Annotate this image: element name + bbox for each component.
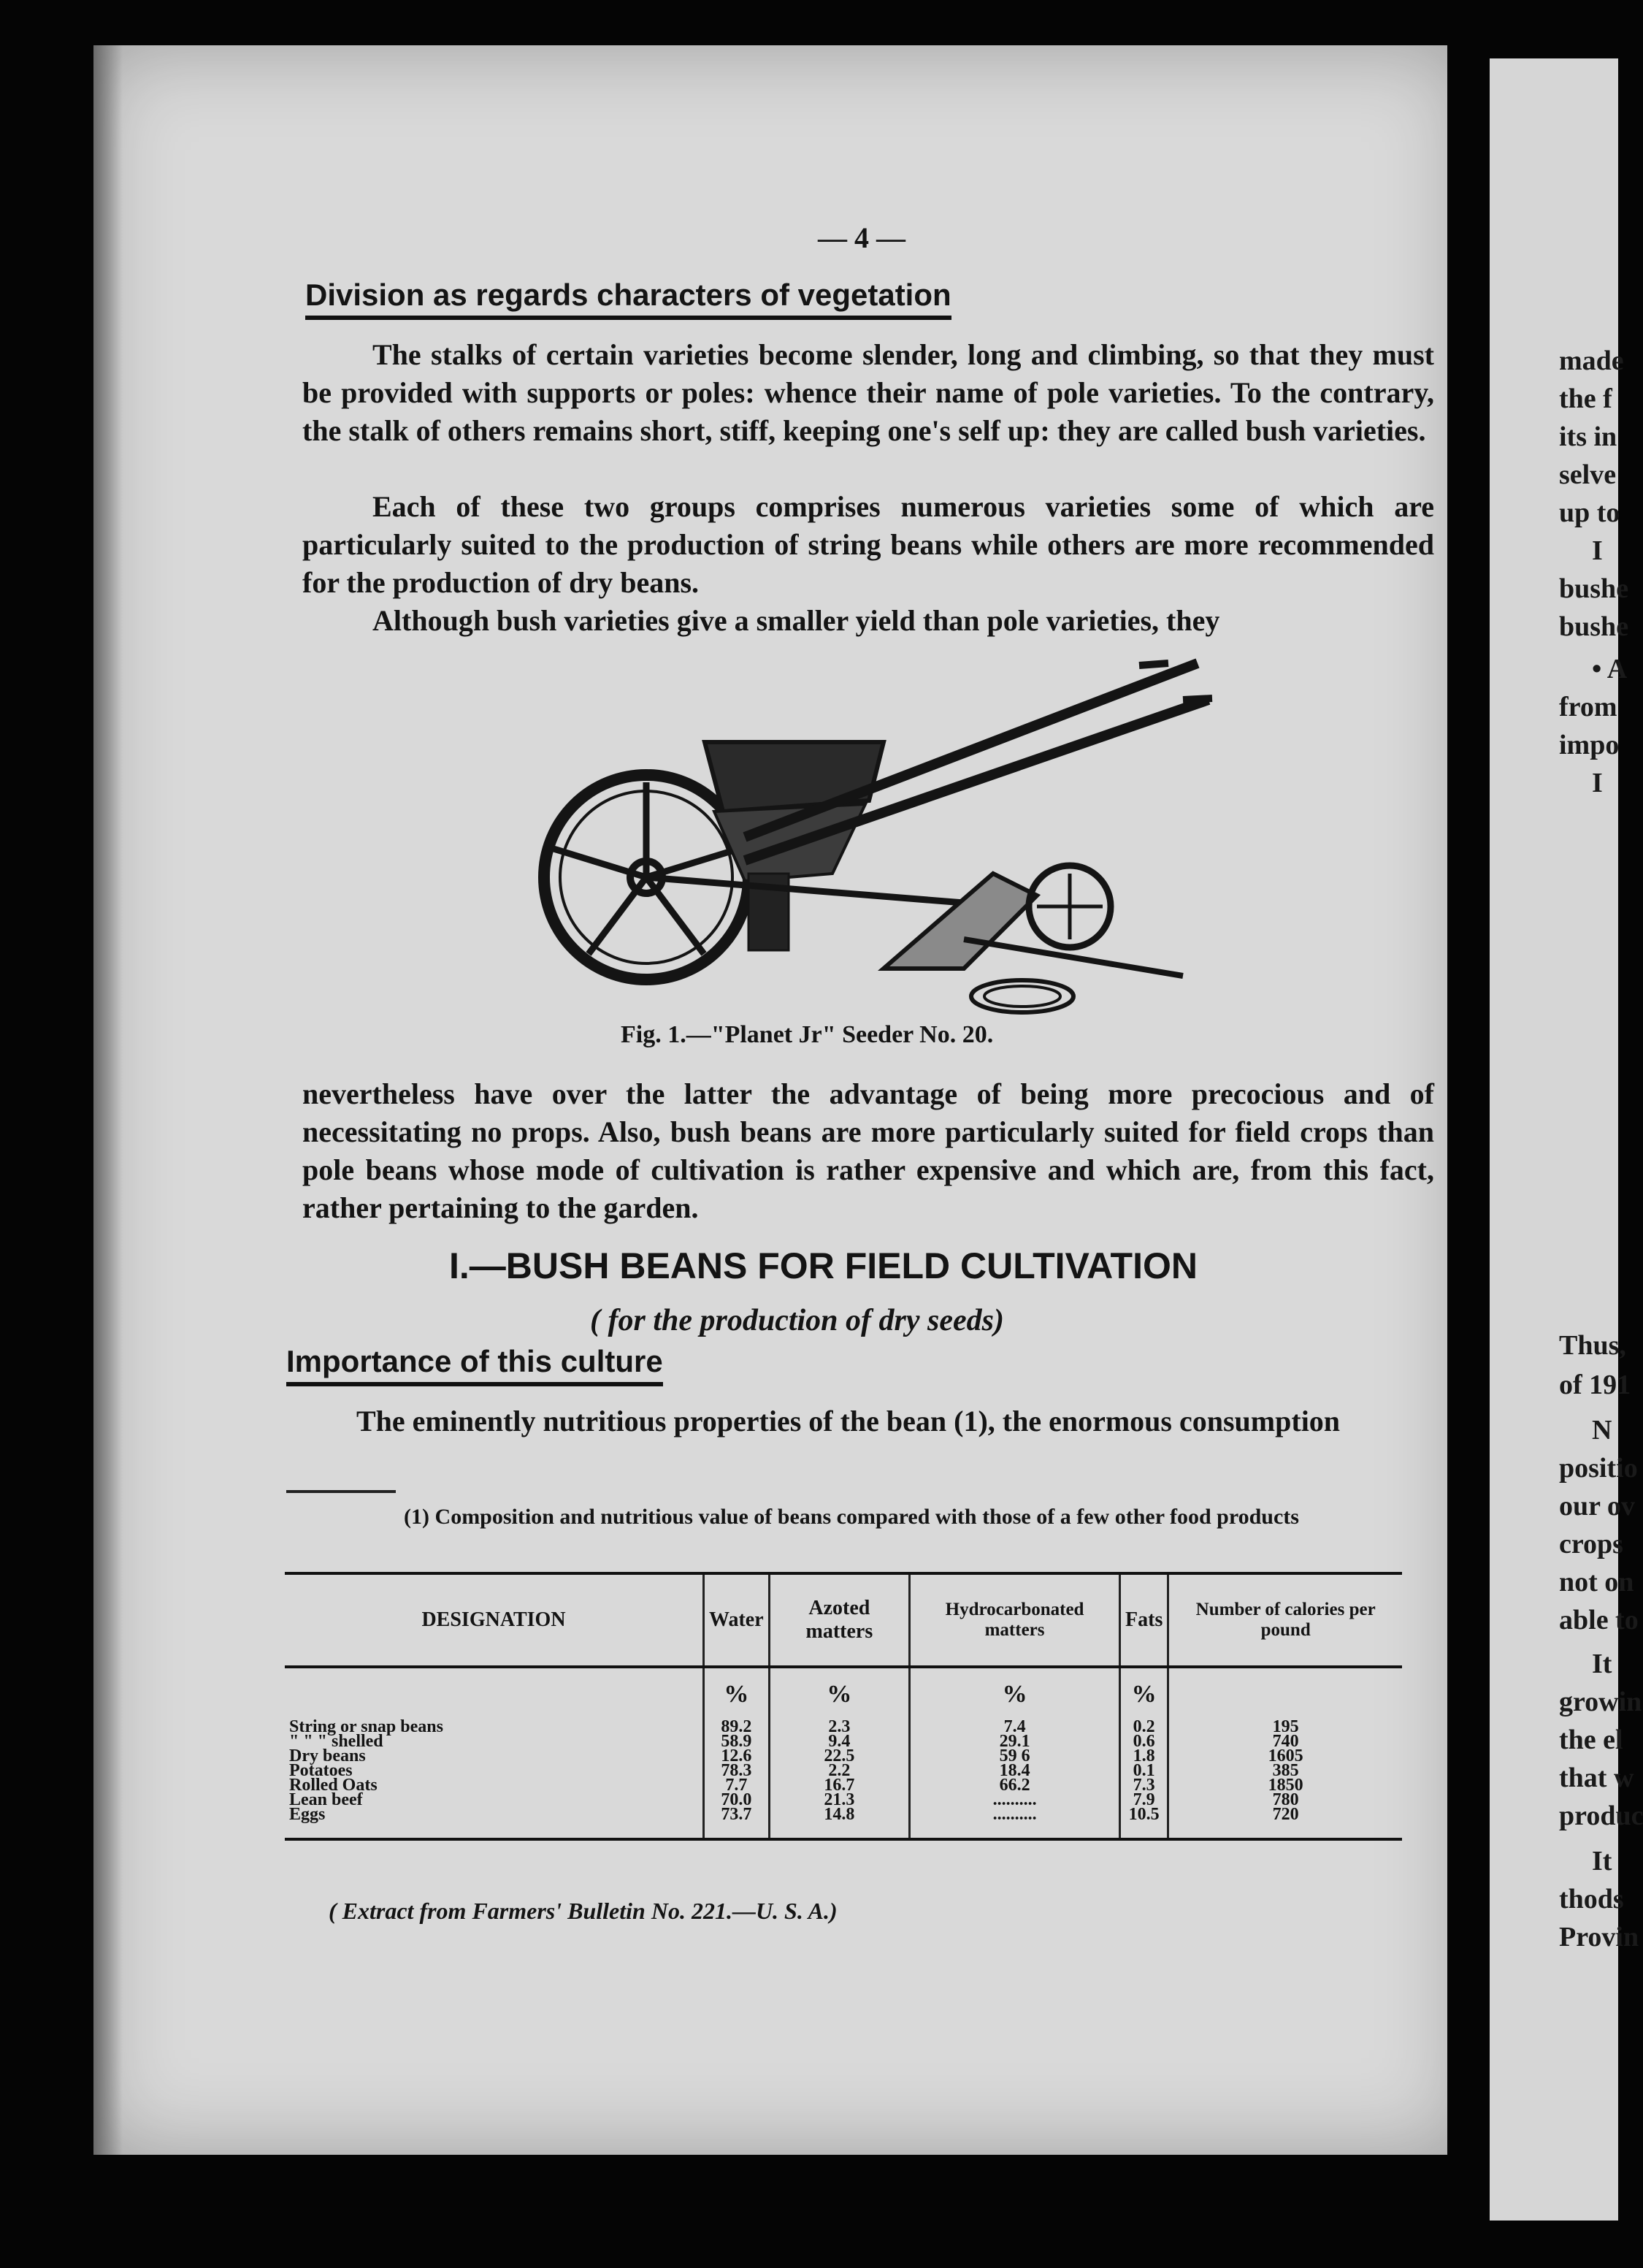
table-cell: 2.2 — [769, 1763, 909, 1778]
table-cell: 78.3 — [704, 1763, 770, 1778]
table-cell: 0.1 — [1120, 1763, 1168, 1778]
table-cell: 7.4 — [910, 1719, 1120, 1734]
paragraph-2: Each of these two groups comprises numerous varieties some of which are particularly suited to the production of string beans while others are more recommended for the production of dry beans. — [302, 490, 1434, 599]
table-cell: 7.7 — [704, 1778, 770, 1792]
unit-row — [285, 1667, 1402, 1719]
facing-line: able to — [1559, 1605, 1639, 1635]
table-bottom-rule — [285, 1839, 1402, 1841]
section-title: I.—BUSH BEANS FOR FIELD CULTIVATION — [449, 1245, 1198, 1286]
header-hydrocarbonated: Hydrocarbonated matters — [910, 1573, 1120, 1667]
table-cell: 1850 — [1168, 1778, 1402, 1792]
page-edge-shadow — [93, 45, 123, 2155]
table-cell: 73.7 — [704, 1807, 770, 1839]
table-cell: 21.3 — [769, 1792, 909, 1807]
paragraph-5: The eminently nutritious properties of the bean (1), the enormous consumption — [356, 1405, 1341, 1437]
header-calories: Number of calories per pound — [1168, 1573, 1402, 1667]
table-cell: 9.4 — [769, 1734, 909, 1749]
bottom-rule-cell — [285, 1839, 1402, 1841]
composition-table — [285, 1572, 1402, 1841]
row-label: " " " shelled — [289, 1732, 383, 1751]
facing-line: positio — [1559, 1453, 1638, 1484]
table-header-row — [285, 1573, 1402, 1667]
table-cell: 22.5 — [769, 1749, 909, 1763]
paragraph-3: Although bush varieties give a smaller yield than pole varieties, they — [372, 604, 1220, 637]
facing-line: the f — [1559, 383, 1612, 414]
row-label: Rolled Oats — [289, 1776, 378, 1795]
facing-line: bushe — [1559, 573, 1629, 604]
header-azoted: Azoted matters — [769, 1573, 909, 1667]
table-cell: 2.3 — [769, 1719, 909, 1734]
table-cell: 12.6 — [704, 1749, 770, 1763]
facing-line: I — [1592, 535, 1603, 566]
unit-cell: % — [704, 1667, 770, 1719]
unit-cell: % — [1120, 1667, 1168, 1719]
header-fats: Fats — [1120, 1573, 1168, 1667]
table-cell: 29.1 — [910, 1734, 1120, 1749]
table-cell: 0.6 — [1120, 1734, 1168, 1749]
page-number: — 4 — — [818, 221, 905, 254]
table-source: ( Extract from Farmers' Bulletin No. 221.—U. S. A.) — [329, 1898, 838, 1924]
heading-vegetation: Division as regards characters of vegetation — [305, 278, 951, 320]
table-cell: 66.2 — [910, 1778, 1120, 1792]
facing-line: of 191 — [1559, 1370, 1631, 1400]
table-cell: 58.9 — [704, 1734, 770, 1749]
table-cell: 7.9 — [1120, 1792, 1168, 1807]
facing-line: not on — [1559, 1567, 1634, 1597]
unit-cell — [1168, 1667, 1402, 1719]
facing-line: produc — [1559, 1801, 1643, 1831]
footnote-divider — [286, 1490, 396, 1493]
header-designation: DESIGNATION — [285, 1573, 704, 1667]
table-cell: .......... — [910, 1792, 1120, 1807]
table-cell: 740 — [1168, 1734, 1402, 1749]
facing-page — [1490, 58, 1643, 2221]
table-cell: 195 — [1168, 1719, 1402, 1734]
facing-line: Provin — [1559, 1922, 1639, 1952]
table-cell: 10.5 — [1120, 1807, 1168, 1839]
row-label: Eggs — [289, 1805, 326, 1824]
paragraph-4: nevertheless have over the latter the advantage of being more precocious and of necessitating no props. Also, bush beans are more particularly suited for field crops than pole beans whose mode of cultivation is rather expensive and which are, from this fact, rather pertaining to the garden. — [302, 1077, 1434, 1224]
facing-line: thods — [1559, 1884, 1624, 1914]
table-cell: 780 — [1168, 1792, 1402, 1807]
table-cell: .......... — [910, 1807, 1120, 1839]
facing-line: our ov — [1559, 1491, 1635, 1521]
facing-line: that w — [1559, 1763, 1634, 1793]
table-cell: 385 — [1168, 1763, 1402, 1778]
book-gutter — [1447, 44, 1491, 2235]
facing-line: N — [1592, 1415, 1612, 1446]
table-row — [285, 1807, 1402, 1839]
facing-line: made — [1559, 345, 1624, 376]
facing-line: the el — [1559, 1725, 1623, 1755]
table-cell: 59 6 — [910, 1749, 1120, 1763]
table-cell: 1.8 — [1120, 1749, 1168, 1763]
facing-line: It — [1592, 1846, 1612, 1876]
table-cell: 16.7 — [769, 1778, 909, 1792]
unit-cell — [285, 1667, 704, 1719]
facing-line: • A — [1592, 654, 1628, 684]
row-label: Potatoes — [289, 1761, 353, 1780]
table-cell: 7.3 — [1120, 1778, 1168, 1792]
facing-line: from — [1559, 692, 1617, 722]
table-cell: 14.8 — [769, 1807, 909, 1839]
table-cell: 70.0 — [704, 1792, 770, 1807]
table-cell: 0.2 — [1120, 1719, 1168, 1734]
table-cell: 18.4 — [910, 1763, 1120, 1778]
footnote-title: (1) Composition and nutritious value of beans compared with those of a few other food products — [404, 1505, 1299, 1529]
facing-line: up to — [1559, 497, 1620, 528]
seeder-illustration — [526, 654, 1198, 1020]
paragraph-1: The stalks of certain varieties become slender, long and climbing, so that they must be provided with supports or poles: whence their name of pole varieties. To the contrary, the stalk of others remains short, stiff, keeping one's self up: they are called bush varieties. — [302, 338, 1434, 447]
facing-line: Thus, — [1559, 1330, 1626, 1361]
heading-importance: Importance of this culture — [286, 1344, 663, 1386]
row-label: String or snap beans — [289, 1717, 443, 1736]
facing-line: selve — [1559, 459, 1617, 490]
row-label: Dry beans — [289, 1746, 366, 1765]
table-cell: 1605 — [1168, 1749, 1402, 1763]
facing-line: growin — [1559, 1687, 1642, 1717]
facing-line: bushe — [1559, 611, 1629, 642]
unit-cell: % — [910, 1667, 1120, 1719]
header-water: Water — [704, 1573, 770, 1667]
unit-cell: % — [769, 1667, 909, 1719]
facing-line: its in — [1559, 421, 1617, 452]
table-cell: 720 — [1168, 1807, 1402, 1839]
section-subtitle: ( for the production of dry seeds) — [590, 1304, 1004, 1337]
figure-caption: Fig. 1.—"Planet Jr" Seeder No. 20. — [621, 1021, 994, 1048]
facing-line: I — [1592, 768, 1603, 798]
table-cell: 89.2 — [704, 1719, 770, 1734]
row-label: Lean beef — [289, 1790, 363, 1809]
facing-line: It — [1592, 1649, 1612, 1679]
facing-line: crops — [1559, 1529, 1623, 1559]
facing-line: impo — [1559, 730, 1620, 760]
